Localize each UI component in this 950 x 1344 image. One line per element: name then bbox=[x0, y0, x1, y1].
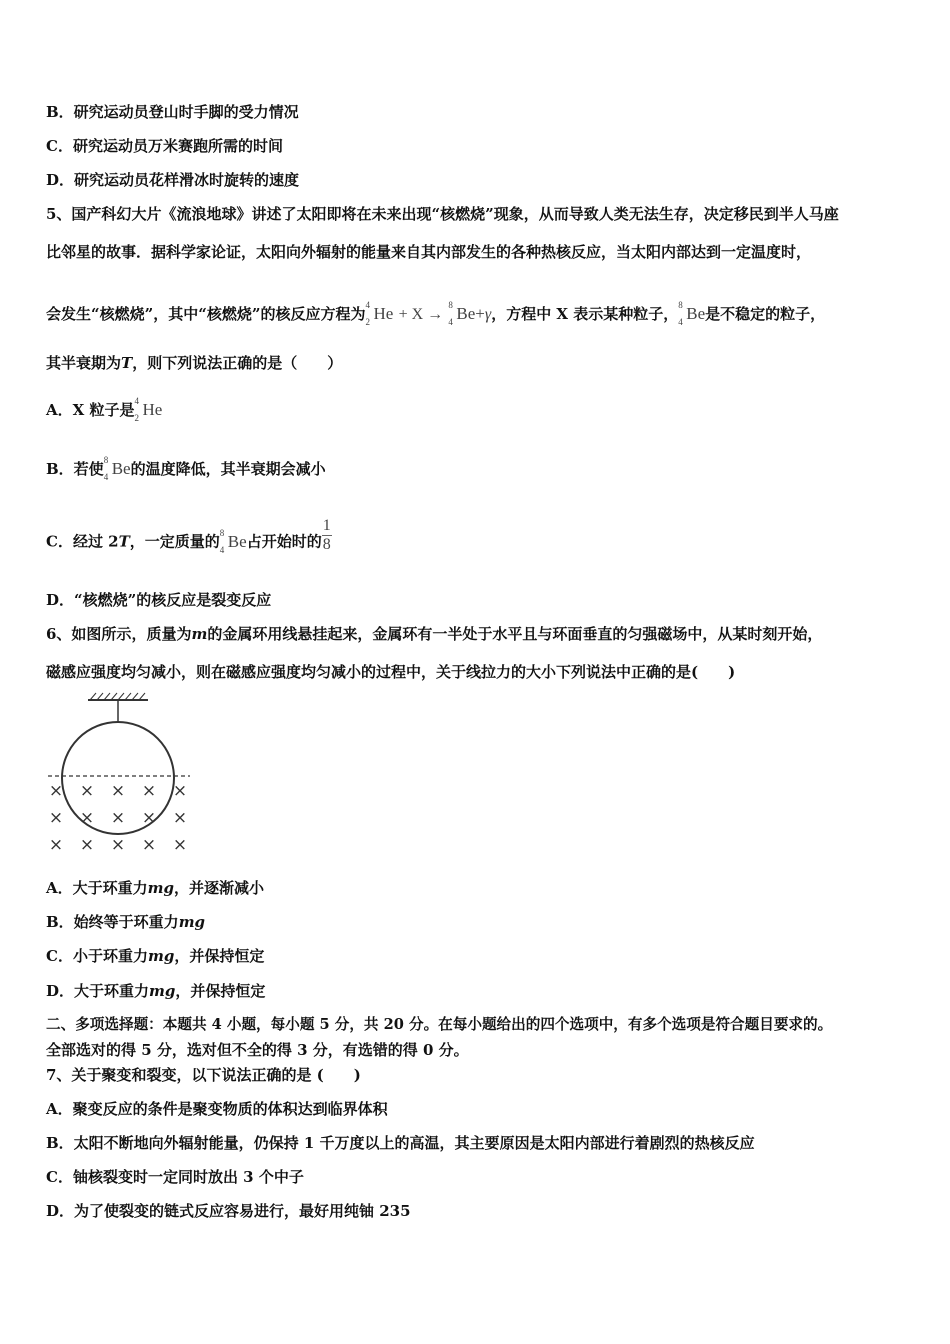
field-cross: × bbox=[172, 835, 188, 855]
q5-option-d: D．“核燃烧”的核反应是裂变反应 bbox=[46, 591, 272, 609]
field-cross: × bbox=[79, 781, 95, 801]
q5-option-a: A．X 粒子是 4 2 He bbox=[46, 396, 163, 423]
q7-option-c: C．铀核裂变时一定同时放出 3 个中子 bbox=[46, 1168, 304, 1186]
field-cross: × bbox=[110, 808, 126, 828]
q5-stem-line1: 5、国产科幻大片《流浪地球》讲述了太阳即将在未来出现“核燃烧”现象，从而导致人类无法生存，决定移民到半人马座 bbox=[46, 205, 839, 223]
field-cross: × bbox=[110, 781, 126, 801]
field-cross: × bbox=[79, 835, 95, 855]
q7-stem: 7、关于聚变和裂变，以下说法正确的是 ( ) bbox=[46, 1066, 361, 1084]
ceiling-hatching bbox=[90, 693, 145, 700]
field-cross: × bbox=[141, 781, 157, 801]
q4-option-b: B．研究运动员登山时手脚的受力情况 bbox=[46, 103, 299, 121]
nuclear-equation bbox=[365, 300, 492, 327]
field-cross: × bbox=[110, 835, 126, 855]
beryllium-nucleus-option-c: 8 4 Be bbox=[219, 527, 247, 555]
q6-stem-line2: 磁感应强度均匀减小，则在磁感应强度均匀减小的过程中，关于线拉力的大小下列说法中正确的是( ) bbox=[46, 663, 736, 681]
field-cross: × bbox=[172, 808, 188, 828]
helium-nucleus: 4 2 He bbox=[365, 300, 394, 327]
q6-option-b: B．始终等于环重力mg bbox=[46, 913, 206, 931]
section2-heading-line2: 全部选对的得 5 分，选对但不全的得 3 分，有选错的得 0 分。 bbox=[46, 1041, 469, 1059]
q4-option-d: D．研究运动员花样滑冰时旋转的速度 bbox=[46, 171, 300, 189]
field-cross: × bbox=[48, 835, 64, 855]
q5-option-c: C．经过 2T，一定质量的 8 4 Be占开始时的 $\frac{1}{8}$ bbox=[46, 517, 331, 555]
q7-option-d: D．为了使裂变的链式反应容易进行，最好用纯铀 235 bbox=[46, 1202, 411, 1220]
q5-stem-line2: 比邻星的故事．据科学家论证，太阳向外辐射的能量来自其内部发生的各种热核反应，当太阳内部达到一定温度时， bbox=[46, 243, 812, 261]
ring-magnetic-field-figure bbox=[40, 690, 200, 860]
q7-option-a: A．聚变反应的条件是聚变物质的体积达到临界体积 bbox=[46, 1100, 388, 1118]
helium-nucleus-option: 4 2 He bbox=[134, 396, 163, 423]
magnetic-field-crosses bbox=[49, 781, 187, 855]
field-cross: × bbox=[172, 781, 188, 801]
beryllium-nucleus-2: 8 4 Be bbox=[678, 300, 706, 327]
q7-option-b: B．太阳不断地向外辐射能量，仍保持 1 千万度以上的高温，其主要原因是太阳内部进行着剧烈的热核反应 bbox=[46, 1134, 755, 1152]
q5-line3-post: 是不稳定的粒子， bbox=[705, 305, 826, 323]
field-cross: × bbox=[79, 808, 95, 828]
q5-stem-line3 bbox=[46, 300, 826, 327]
q5-stem-line4: 其半衰期为T，则下列说法正确的是（ ） bbox=[46, 354, 343, 372]
q6-option-a: A．大于环重力mg，并逐渐减小 bbox=[46, 879, 265, 897]
fraction-one-eighth: $\frac{1}{8}$ bbox=[322, 517, 331, 553]
q5-line3-pre: 会发生“核燃烧”，其中“核燃烧”的核反应方程为 bbox=[46, 305, 366, 323]
q5-line3-mid: ，方程中 X 表示某种粒子， bbox=[491, 305, 679, 323]
beryllium-nucleus-option-b: 8 4 Be bbox=[103, 455, 131, 482]
section2-heading-line1: 二、多项选择题：本题共 4 小题，每小题 5 分，共 20 分。在每小题给出的四个选项中，有多个选项是符合题目要求的。 bbox=[46, 1016, 833, 1033]
q6-option-d: D．大于环重力mg，并保持恒定 bbox=[46, 982, 266, 1000]
q6-option-c: C．小于环重力mg，并保持恒定 bbox=[46, 947, 265, 965]
field-cross: × bbox=[141, 808, 157, 828]
field-cross: × bbox=[48, 808, 64, 828]
equation-plus-x-arrow: + X → bbox=[398, 306, 444, 323]
beryllium-nucleus: 8 4 Be+ bbox=[448, 300, 485, 327]
gamma-symbol: γ bbox=[484, 306, 492, 323]
q6-stem-line1: 6、如图所示，质量为m的金属环用线悬挂起来，金属环有一半处于水平且与环面垂直的匀强磁场中，从某时刻开始， bbox=[46, 625, 823, 643]
q4-option-c: C．研究运动员万米赛跑所需的时间 bbox=[46, 137, 283, 155]
field-cross: × bbox=[141, 835, 157, 855]
field-cross: × bbox=[48, 781, 64, 801]
q5-option-b: B．若使 8 4 Be的温度降低，其半衰期会减小 bbox=[46, 455, 326, 482]
